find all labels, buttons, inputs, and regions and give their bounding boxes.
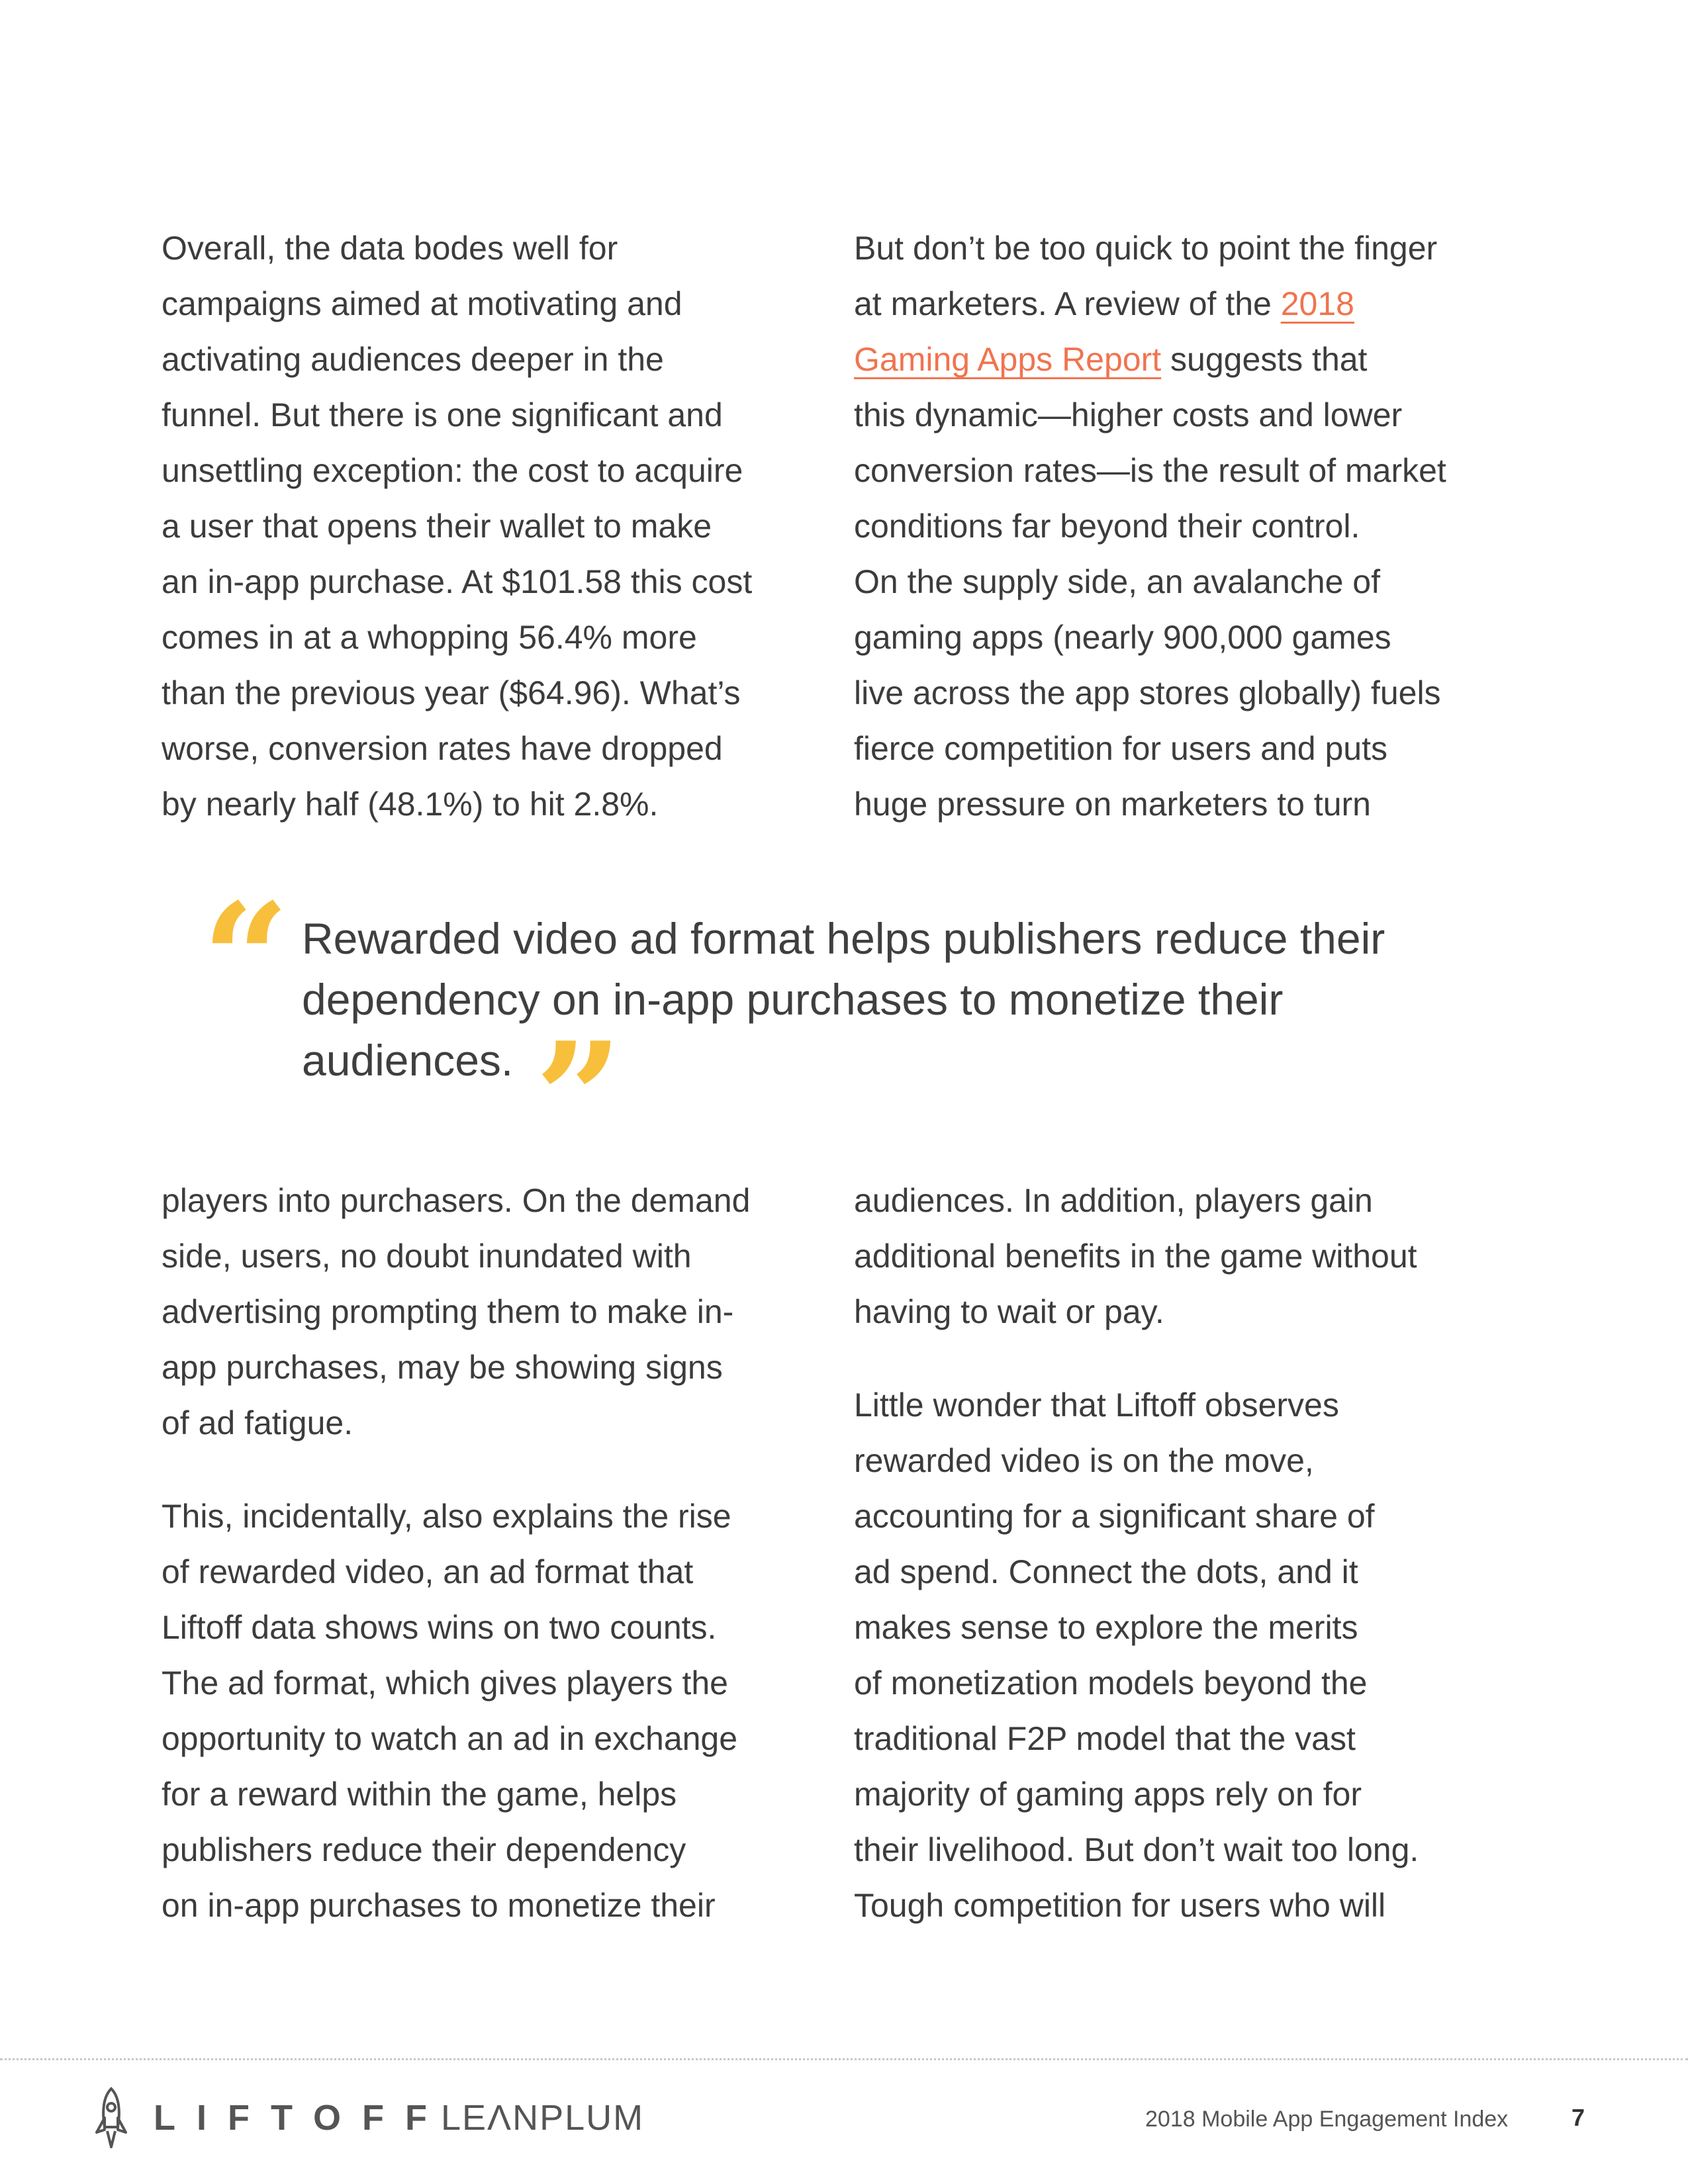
text-line: on in-app purchases to monetize their: [162, 1887, 716, 1924]
column-bottom-left: [162, 1173, 823, 1933]
text-line: makes sense to explore the merits: [854, 1609, 1358, 1646]
text-line: of ad fatigue.: [162, 1404, 353, 1441]
text-line: their livelihood. But don’t wait too long.: [854, 1831, 1419, 1868]
column-bottom-right: [854, 1173, 1516, 1933]
text-line: for a reward within the game, helps: [162, 1776, 677, 1813]
text-line: unsettling exception: the cost to acquire: [162, 452, 743, 489]
text-line: campaigns aimed at motivating and: [162, 285, 682, 322]
close-quote-icon: ”: [535, 1009, 623, 1188]
text-line: huge pressure on marketers to turn: [854, 786, 1371, 823]
paragraph: [854, 1377, 1516, 1933]
text-line: by nearly half (48.1%) to hit 2.8%.: [162, 786, 659, 823]
text-line: publishers reduce their dependency: [162, 1831, 686, 1868]
text-line: side, users, no doubt inundated with: [162, 1238, 692, 1275]
text-line: of monetization models beyond the: [854, 1664, 1368, 1702]
text-line: additional benefits in the game without: [854, 1238, 1417, 1275]
text-line: accounting for a significant share of: [854, 1498, 1375, 1535]
text-line: [854, 332, 1516, 387]
column-top-right: [854, 220, 1516, 832]
open-quote-icon: “: [202, 870, 290, 1049]
text-line: comes in at a whopping 56.4% more: [162, 619, 697, 656]
gaming-apps-report-link[interactable]: 2018: [1280, 285, 1354, 322]
text-line: having to wait or pay.: [854, 1293, 1164, 1330]
text-line: advertising prompting them to make in-: [162, 1293, 734, 1330]
text-line: a user that opens their wallet to make: [162, 508, 712, 545]
text-fragment: at marketers. A review of the: [854, 285, 1281, 322]
text-line: app purchases, may be showing signs: [162, 1349, 723, 1386]
text-line: players into purchasers. On the demand: [162, 1182, 751, 1219]
text-line: [854, 276, 1516, 332]
pull-quote-line: Rewarded video ad format helps publishers reduce their: [302, 914, 1385, 963]
text-line: This, incidentally, also explains the rise: [162, 1498, 731, 1535]
text-line: Tough competition for users who will: [854, 1887, 1386, 1924]
text-line: Overall, the data bodes well for: [162, 230, 618, 267]
report-title: 2018 Mobile App Engagement Index: [1145, 2107, 1509, 2132]
text-fragment: suggests that: [1161, 341, 1368, 378]
text-line: funnel. But there is one significant and: [162, 396, 723, 433]
text-line: activating audiences deeper in the: [162, 341, 664, 378]
text-line: ad spend. Connect the dots, and it: [854, 1553, 1358, 1590]
text-line: On the supply side, an avalanche of: [854, 563, 1380, 600]
page-number: 7: [1571, 2104, 1585, 2131]
text-line: majority of gaming apps rely on for: [854, 1776, 1362, 1813]
leanplum-logo: LEɅNPLUM: [441, 2098, 645, 2138]
text-line: The ad format, which gives players the: [162, 1664, 728, 1702]
text-line: of rewarded video, an ad format that: [162, 1553, 694, 1590]
text-line: traditional F2P model that the vast: [854, 1720, 1356, 1757]
paragraph: [854, 1173, 1516, 1340]
text-line: gaming apps (nearly 900,000 games: [854, 619, 1391, 656]
text-line: Little wonder that Liftoff observes: [854, 1387, 1339, 1424]
text-line: an in-app purchase. At $101.58 this cost: [162, 563, 753, 600]
text-line: this dynamic—higher costs and lower: [854, 396, 1403, 433]
rocket-icon: [91, 2086, 131, 2152]
text-line: But don’t be too quick to point the finger: [854, 230, 1438, 267]
paragraph: [162, 220, 823, 832]
paragraph: [162, 1173, 823, 1451]
gaming-apps-report-link[interactable]: Gaming Apps Report: [854, 341, 1162, 378]
text-line: than the previous year ($64.96). What’s: [162, 674, 741, 711]
text-line: Liftoff data shows wins on two counts.: [162, 1609, 717, 1646]
liftoff-logo: LIFTOFF: [154, 2098, 448, 2138]
footer-divider: [0, 2058, 1688, 2060]
text-line: worse, conversion rates have dropped: [162, 730, 723, 767]
text-line: conversion rates—is the result of market: [854, 452, 1446, 489]
column-top-left: [162, 220, 823, 832]
paragraph: [162, 1488, 823, 1933]
column-top-right-rest: [854, 387, 1516, 832]
text-line: audiences. In addition, players gain: [854, 1182, 1373, 1219]
text-line: rewarded video is on the move,: [854, 1442, 1314, 1479]
text-line: opportunity to watch an ad in exchange: [162, 1720, 738, 1757]
pull-quote: [302, 908, 1560, 1091]
text-line: live across the app stores globally) fuels: [854, 674, 1441, 711]
pull-quote-line: dependency on in-app purchases to monetize their: [302, 975, 1284, 1024]
text-line: conditions far beyond their control.: [854, 508, 1360, 545]
text-line: fierce competition for users and puts: [854, 730, 1387, 767]
pull-quote-line: audiences.: [302, 1036, 514, 1085]
